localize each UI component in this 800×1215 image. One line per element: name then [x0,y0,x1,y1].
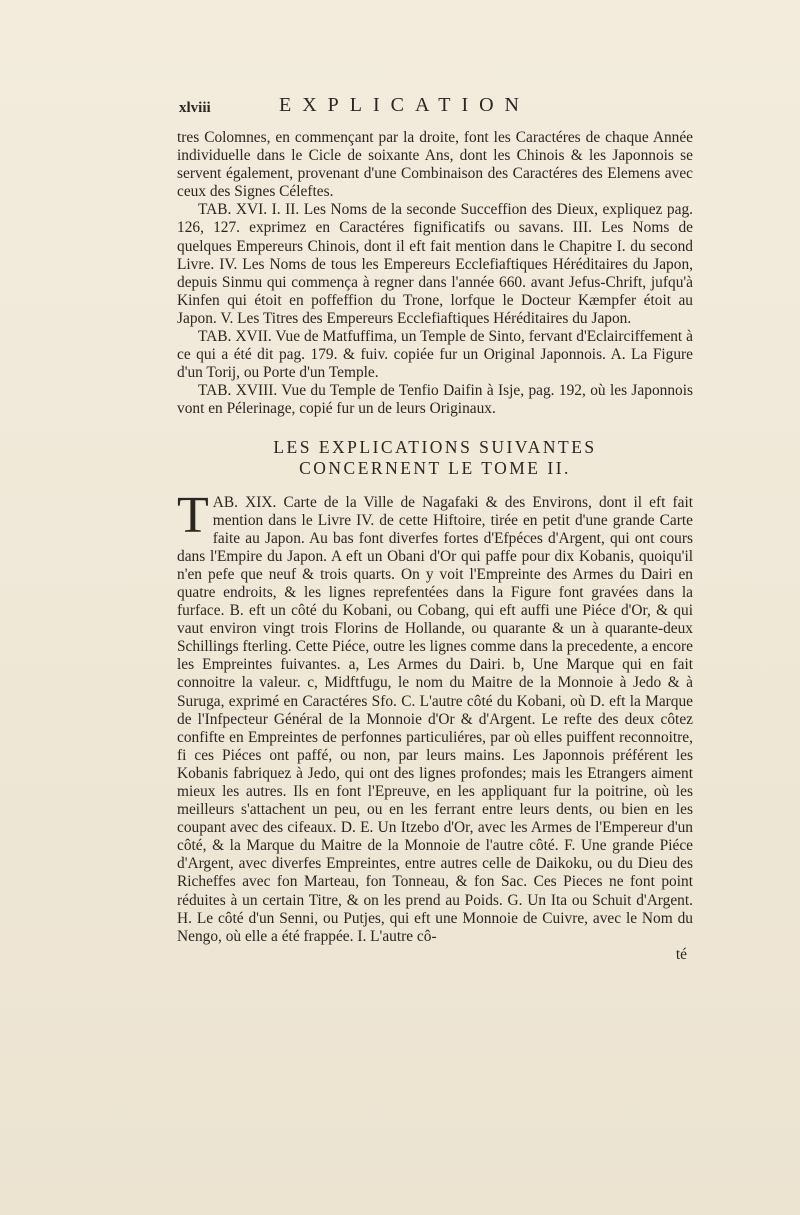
drop-cap: T [177,486,209,544]
section-heading-line: CONCERNENT LE TOME II. [299,457,571,478]
paragraph: TAB. XVII. Vue de Matfuffima, un Temple de Sinto, fervant d'Eclairciffement à ce qui a été dit pag. 179. & fuiv. copiée fur un Original Japonnois. A. La Figure d'un Torij, ou Porte d'un Temple. [177,328,693,382]
page-number: xlviii [179,100,211,116]
running-title: EXPLICATION [279,94,530,116]
paragraph: TAB. XVIII. Vue du Temple de Tenfio Daifin à Isje, pag. 192, où les Japonnois vont en Pélerinage, copié fur un de leurs Originaux. [177,382,693,418]
page-header [179,94,689,120]
paragraph-text: AB. XIX. Carte de la Ville de Nagafaki & des Environs, dont il eft fait mention dans le Livre IV. de cette Hiftoire, tirée en petit d'une grande Carte faite au Japon. Au bas font diverfes fortes d'Efpéces d'Argent, qui ont cours dans l'Empire du Japon. A eft un Obani d'Or qui paffe pour dix Kobanis, quoiqu'il n'en pefe que neuf & trois quarts. On y voit l'Empreinte des Armes du Dairi en quatre endroits, & les lignes reprefentées dans la Figure font gravées dans la furface. B. eft un côté du Kobani, ou Cobang, qui eft auffi une Piéce d'Or, & qui vaut environ vingt trois Florins de Hollande, ou quarante & un à quarante-deux Schillings fterling. Cette Piéce, outre les lignes comme dans la precedente, a encore les Empreintes fuivantes. a, Les Armes du Dairi. b, Une Marque qui en fait connoitre la valeur. c, Midftfugu, le nom du Maitre de la Monnoie à Jedo & à Suruga, exprimé en Caractéres Sfo. C. L'autre côté du Kobani, où D. eft la Marque de l'Infpecteur Général de la Monnoie d'Or & d'Argent. Le refte des deux côtez confifte en Empreintes de perfonnes particuliéres, par où elles puiffent reconnoitre, fi ces Piéces ont paffé, ou non, par leurs mains. Les Japonnois préférent les Kobanis fabriquez à Jedo, qui ont des lignes profondes; mais les Etrangers aiment mieux les autres. Ils en font l'Epreuve, en les appliquant fur la poitrine, où les meilleurs s'attachent un peu, ou en les ferrant entre leurs dents, ou bien en les coupant avec des cifeaux. D. E. Un Itzebo d'Or, avec les Armes de l'Empereur d'un côté, & la Marque du Maitre de la Monnoie de l'autre côté. F. Une grande Piéce d'Argent, avec diverfes Empreintes, entre autres celle de Daikoku, ou du Dieu des Richeffes avec fon Marteau, fon Tonneau, & fon Sac. Ces Pieces ne font point réduites à un certain Titre, & on les prend au Poids. G. Un Ita ou Schuit d'Argent. H. Le côté d'un Senni, ou Putjes, qui eft une Monnoie de Cuivre, avec le Nom du Nengo, où elle a été frappée. I. L'autre cô- [177,493,693,945]
paragraph: tres Colomnes, en commençant par la droite, font les Caractéres de chaque Année individuelle dans le Cicle de soixante Ans, dont les Chinois & les Japonnois se servent également, provenant d'une Combinaison des Caractéres des Elemens avec ceux des Signes Céleftes. [177,129,693,201]
paragraph [177,486,693,946]
section-heading-line: LES EXPLICATIONS SUIVANTES [273,436,597,457]
section-heading [177,437,693,479]
catchword: té [675,945,687,963]
paragraph: TAB. XVI. I. II. Les Noms de la seconde Succeffion des Dieux, expliquez pag. 126, 127. exprimez en Caractéres fignificatifs ou savans. III. Les Noms de quelques Empereurs Chinois, dont il eft fait mention dans le Chapitre I. du second Livre. IV. Les Noms de tous les Empereurs Ecclefiaftiques Héréditaires du Japon, depuis Sinmu qui commença à regner dans l'année 660. avant Jefus-Chrift, jufqu'à Kinfen qui étoit en poffeffion du Trone, lorfque le Docteur Kæmpfer étoit au Japon. V. Les Titres des Empereurs Ecclefiaftiques Héréditaires du Japon. [177,201,693,327]
body-text [177,129,693,964]
section-two [177,486,693,964]
